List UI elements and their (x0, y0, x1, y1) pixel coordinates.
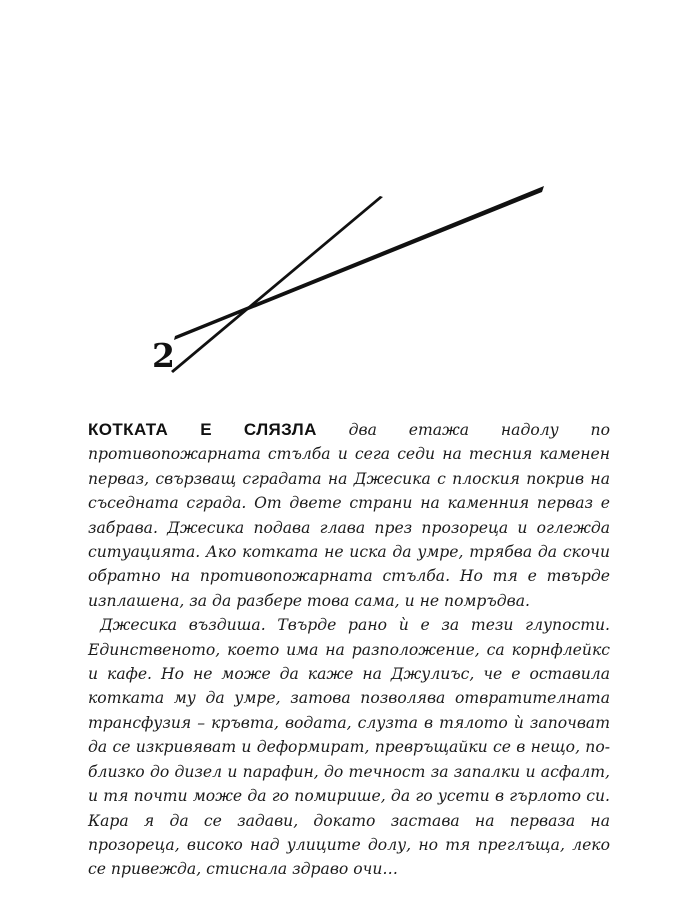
paragraph-2 (88, 613, 610, 881)
crossed-strokes-ornament (0, 0, 700, 420)
paragraph-2-text: Джесика въздиша. Твърде рано ù е за тези глупости. Единственото, което има на разположение, са корнфлейкс и кафе. Но не може да каже на Джулиъс, че е оставила котката му да умре, затова позволява отвратителната трансфузия – кръвта, водата, слузта в тялото ù започват да се изкривяват и деформират, превръщайки се в нещо, по-близко до дизел и парафин, до течност за запалки и асфалт, и тя почти може да го помирише, да го усети в гърлото си. Кара я да се задави, докато застава на перваза на прозореца, високо над улиците долу, но тя преглъща, леко се привежда, стиснала здраво очи… (88, 616, 610, 879)
chapter-text (88, 418, 610, 882)
chapter-number: 2 (152, 336, 175, 375)
paragraph-1 (88, 418, 610, 613)
steep-stroke (171, 196, 383, 373)
shallow-stroke (174, 186, 544, 340)
lead-in-caps: КОТКАТА Е СЛЯЗЛА (88, 420, 317, 439)
paragraph-1-text: два етажа надолу по противопожарната стълба и сега седи на тесния каменен перваз, свързващ сградата на Джесика с плоския покрив на съседната сграда. От двете страни на каменния перваз е забрава. Джесика подава глава през прозореца и оглежда ситуацията. Ако котката не иска да умре, трябва да скочи обратно на противопожарната стълба. Но тя е твърде изплашена, за да разбере това сама, и не помръдва. (88, 421, 610, 610)
